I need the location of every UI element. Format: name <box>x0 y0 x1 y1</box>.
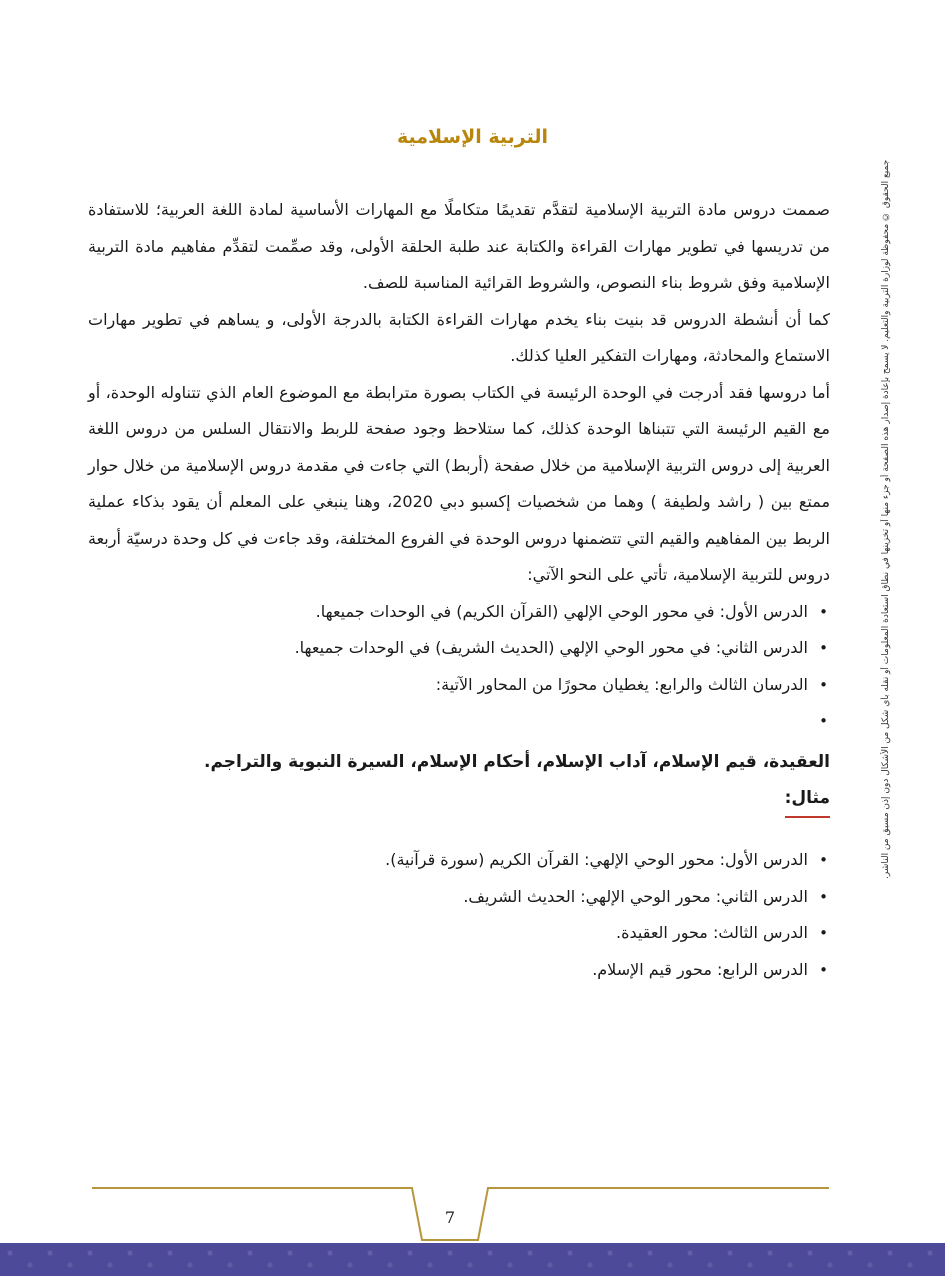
list-item: • الدرس الثاني: محور الوحي الإلهي: الحديث الشريف. <box>88 879 808 916</box>
activities-paragraph: كما أن أنشطة الدروس قد بنيت بناء يخدم مهارات القراءة الكتابة بالدرجة الأولى، و يساهم في تطوير مهارات الاستماع والمحادثة، ومهارات التفكير العليا كذلك. <box>88 309 830 365</box>
list-item: • الدرس الثاني: في محور الوحي الإلهي (الحديث الشريف) في الوحدات جميعها. <box>88 630 808 667</box>
list-item: • الدرس الأول: في محور الوحي الإلهي (القرآن الكريم) في الوحدات جميعها. <box>88 594 808 631</box>
decorative-footer-band <box>0 1243 945 1276</box>
intro-paragraph: صممت دروس مادة التربية الإسلامية لتقدَّم تقديمًا متكاملًا مع المهارات الأساسية لمادة اللغة العربية؛ للاستفادة من تدريسها في تطوير مهارات القراءة والكتابة عند طلبة الحلقة الأولى، وقد صمِّمت لتقدِّم مفاهيم مادة التربية الإسلامية وفق شروط بناء النصوص، والشروط القرائية المناسبة للصف. <box>88 200 830 292</box>
copyright-note: جميع الحقوق © محفوظة لوزارة التربية والتعليم. لا يسمح بإعادة إصدار هذه الصفحة أو جزء منها أو تخزينها في نطاق استعادة المعلومات أو نقله بأي شكل من الأشكال دون إذن مسبق من الناشر. <box>881 160 891 880</box>
list-item: • الدرس الثالث: محور العقيدة. <box>88 915 808 952</box>
example-heading: مثال: <box>785 784 830 818</box>
main-content <box>88 192 830 988</box>
list-item: • الدرسان الثالث والرابع: يغطيان محورًا من المحاور الآتية: <box>88 667 808 704</box>
structure-paragraph: أما دروسها فقد أدرجت في الوحدة الرئيسة في الكتاب بصورة مترابطة مع الموضوع العام الذي تتناوله الوحدة، أو مع القيم الرئيسة التي تتبناها الوحدة كذلك، كما ستلاحظ وجود صفحة للربط والانتقال السلس من دروس اللغة العربية إلى دروس التربية الإسلامية من خلال صفحة (أربط) التي جاءت في مقدمة دروس الإسلامية من خلال حوار ممتع بين ( راشد ولطيفة ) وهما من شخصيات إكسبو دبي 2020، وهنا ينبغي على المعلم أن يقود بذكاء عملية الربط بين المفاهيم والقيم التي تتضمنها دروس الوحدة في الفروع المختلفة، وقد جاءت في كل وحدة درسيّة أربعة دروس للتربية الإسلامية، تأتي على النحو الآتي: <box>88 382 831 584</box>
themes-line: العقيدة، قيم الإسلام، آداب الإسلام، أحكام الإسلام، السيرة النبوية والتراجم. <box>204 751 830 772</box>
page-number: 7 <box>444 1208 456 1227</box>
list-item: • الدرس الرابع: محور قيم الإسلام. <box>88 952 808 989</box>
footer-divider-left <box>92 1187 412 1189</box>
page-title: التربية الإسلامية <box>396 126 549 148</box>
lessons-list <box>88 594 830 740</box>
footer-divider-right <box>487 1187 829 1189</box>
list-item: • الدرس الأول: محور الوحي الإلهي: القرآن الكريم (سورة قرآنية). <box>88 842 808 879</box>
example-list <box>88 842 830 988</box>
list-item <box>88 703 808 740</box>
